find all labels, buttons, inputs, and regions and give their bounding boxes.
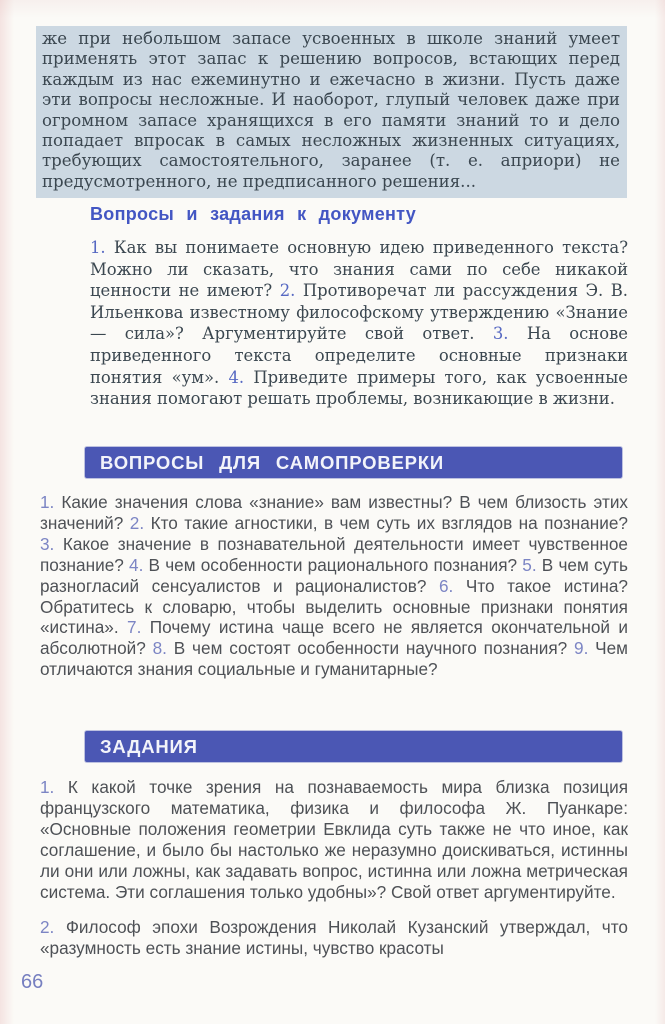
self-check-banner-label: ВОПРОСЫ ДЛЯ САМОПРОВЕРКИ (100, 452, 444, 473)
document-questions-heading: Вопросы и задания к документу (90, 204, 417, 224)
document-questions-text: 1. Как вы понимаете основную идею приведенного текста? Можно ли сказать, что знания сами по себе никакой ценности не имеют? 2. Противоречат ли рассуждения Э. В. Ильенкова известному философскому утверждению «Знание — сила»? Аргументируйте свой ответ. 3. На основе приведенного текста определите основные признаки понятия «ум». 4. Приведите примеры того, как усвоенные знания помогают решать проблемы, возникающие в жизни. (90, 238, 628, 409)
task-item-1: 1. К какой точке зрения на познаваемость мира близка позиция французского математика, физика и философа Ж. Пуанкаре: «Основные положения геометрии Евклида суть также не что иное, как соглашение, и было бы настолько же неразумно доискиваться, истинны ли они или ложны, как задавать вопрос, истинна или ложна метрическая система. Эти соглашения только удобны»? Свой ответ аргументируйте. (40, 777, 628, 902)
tasks-banner (85, 731, 622, 762)
page-number: 66 (21, 971, 44, 993)
self-check-questions-text: 1. Какие значения слова «знание» вам известны? В чем близость этих значений? 2. Кто такие агностики, в чем суть их взглядов на познание? 3. Какое значение в познавательной деятельности имеет чувственное познание? 4. В чем особенности рационального познания? 5. В чем суть разногласий сенсуалистов и рационалистов? 6. Что такое истина? Обратитесь к словарю, чтобы выделить основные признаки понятия «истина». 7. Почему истина чаще всего не является окончательной и абсолютной? 8. В чем состоят особенности научного познания? 9. Чем отличаются знания социальные и гуманитарные? (40, 492, 629, 680)
document-excerpt-highlighted: же при небольшом запасе усвоенных в школе знаний умеет применять этот запас к решению вопросов, встающих перед каждым из нас ежеминутно и ежечасно в жизни. Пусть даже эти вопросы несложные. И наоборот, глупый человек даже при огромном запасе хранящихся в его памяти знаний то и дело попадает впросак в самых несложных жизненных ситуациях, требующих самостоятельного, заранее (т. е. априори) не предусмотренного, не предписанного решения... (36, 26, 627, 198)
tasks-banner-label: ЗАДАНИЯ (100, 736, 198, 757)
task-item-2: 2. Философ эпохи Возрождения Николай Кузанский утверждал, что «разумность есть знание истины, чувство красоты (40, 917, 628, 958)
self-check-banner (85, 447, 622, 478)
